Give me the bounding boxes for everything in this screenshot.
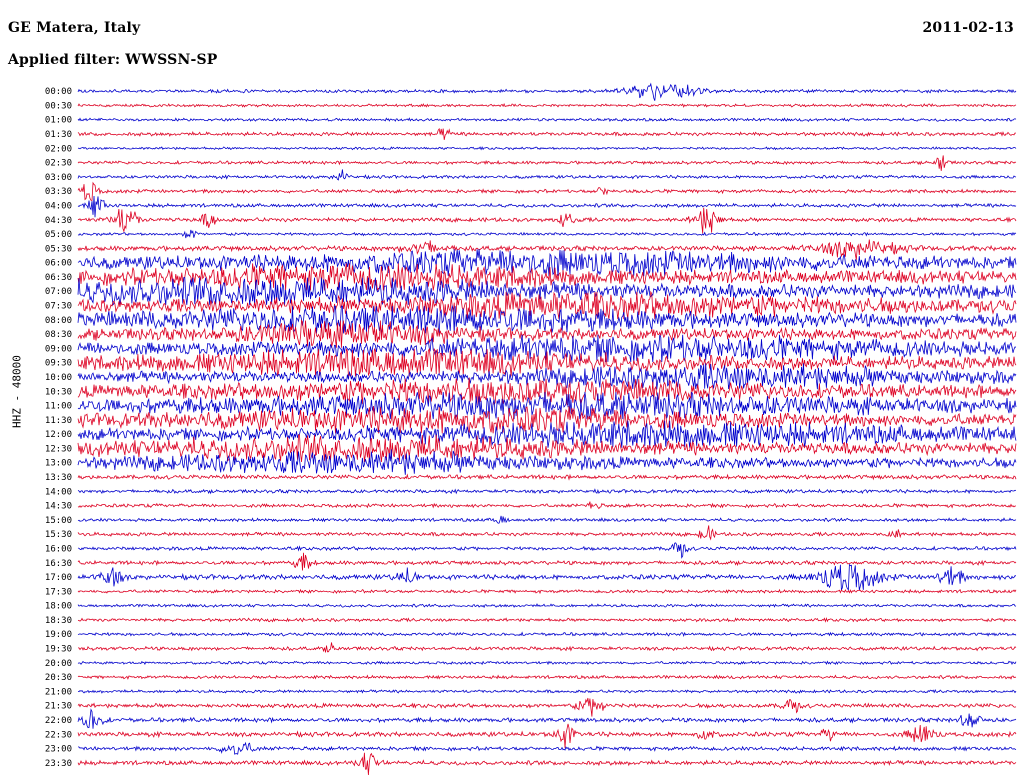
time-tick-label: 23:00 (44, 744, 72, 755)
seismic-trace (78, 525, 1016, 539)
time-tick-label: 10:30 (44, 387, 72, 398)
seismic-trace (78, 240, 1016, 260)
time-tick-label: 22:30 (44, 730, 72, 741)
time-tick-label: 11:30 (44, 415, 72, 426)
seismic-trace (78, 249, 1016, 276)
seismic-trace (78, 590, 1016, 594)
time-tick-label: 08:00 (44, 315, 72, 326)
time-tick-label: 18:00 (44, 601, 72, 612)
seismic-trace (78, 724, 1016, 748)
time-tick-label: 20:00 (44, 658, 72, 669)
time-tick-label: 02:30 (44, 158, 72, 169)
station-title: GE Matera, Italy (8, 20, 141, 36)
time-tick-label: 23:30 (44, 758, 72, 769)
seismic-trace (78, 118, 1016, 121)
time-tick-label: 19:30 (44, 644, 72, 655)
seismic-trace (78, 543, 1016, 558)
time-tick-labels (45, 87, 72, 769)
seismic-trace (78, 155, 1016, 171)
time-tick-label: 11:00 (44, 401, 72, 412)
time-tick-label: 07:30 (44, 301, 72, 312)
trace-group (78, 84, 1016, 775)
time-tick-label: 12:30 (44, 444, 72, 455)
time-tick-label: 16:00 (44, 544, 72, 555)
time-tick-label: 06:30 (44, 272, 72, 283)
time-tick-label: 04:00 (44, 201, 72, 212)
time-tick-label: 07:00 (44, 287, 72, 298)
time-tick-label: 21:00 (44, 687, 72, 698)
time-tick-label: 14:00 (44, 487, 72, 498)
y-axis-label: HHZ - 48000 (10, 355, 24, 428)
seismic-trace (78, 84, 1016, 101)
time-tick-label: 10:00 (44, 372, 72, 383)
seismic-trace (78, 604, 1016, 607)
seismic-trace (78, 502, 1016, 509)
seismic-trace (78, 618, 1016, 621)
time-tick-label: 17:00 (44, 573, 72, 584)
time-tick-label: 20:30 (44, 673, 72, 684)
seismic-trace (78, 710, 1016, 729)
seismic-trace (78, 489, 1016, 493)
time-tick-label: 09:30 (44, 358, 72, 369)
seismic-trace (78, 565, 1016, 590)
time-tick-label: 17:30 (44, 587, 72, 598)
seismic-trace (78, 208, 1016, 234)
time-tick-label: 13:00 (44, 458, 72, 469)
seismic-trace (78, 147, 1016, 150)
time-tick-label: 18:30 (44, 615, 72, 626)
seismic-trace (78, 743, 1016, 754)
time-tick-label: 03:30 (44, 187, 72, 198)
seismic-trace (78, 169, 1016, 180)
time-tick-label: 09:00 (44, 344, 72, 355)
time-tick-label: 08:30 (44, 330, 72, 341)
time-tick-label: 13:30 (44, 473, 72, 484)
seismic-trace (78, 753, 1016, 775)
time-tick-label: 05:00 (44, 230, 72, 241)
seismic-trace (78, 698, 1016, 717)
time-tick-label: 12:00 (44, 430, 72, 441)
time-tick-label: 00:00 (44, 87, 72, 98)
seismic-trace (78, 196, 1016, 217)
record-date: 2011-02-13 (922, 20, 1014, 36)
seismic-trace (78, 475, 1016, 479)
seismic-trace (78, 690, 1016, 693)
seismic-trace (78, 306, 1016, 333)
seismic-trace (78, 553, 1016, 571)
seismic-trace (78, 104, 1016, 107)
time-tick-label: 15:00 (44, 515, 72, 526)
seismic-trace (78, 642, 1016, 652)
seismic-trace (78, 129, 1016, 140)
time-tick-label: 15:30 (44, 530, 72, 541)
seismic-trace (78, 633, 1016, 636)
time-tick-label: 14:30 (44, 501, 72, 512)
applied-filter-label: Applied filter: WWSSN-SP (8, 52, 218, 68)
seismic-trace (78, 421, 1016, 448)
seismic-trace (78, 183, 1016, 201)
time-tick-label: 02:00 (44, 144, 72, 155)
time-tick-label: 01:30 (44, 130, 72, 141)
time-tick-label: 19:00 (44, 630, 72, 641)
seismic-trace (78, 661, 1016, 664)
time-tick-label: 21:30 (44, 701, 72, 712)
seismic-trace (78, 516, 1016, 523)
time-tick-label: 03:00 (44, 172, 72, 183)
seismic-trace (78, 675, 1016, 678)
seismic-trace (78, 230, 1016, 238)
time-tick-label: 06:00 (44, 258, 72, 269)
time-tick-label: 04:30 (44, 215, 72, 226)
time-tick-label: 16:30 (44, 558, 72, 569)
time-tick-label: 01:00 (44, 115, 72, 126)
time-tick-label: 05:30 (44, 244, 72, 255)
time-tick-label: 22:00 (44, 715, 72, 726)
time-tick-label: 00:30 (44, 101, 72, 112)
